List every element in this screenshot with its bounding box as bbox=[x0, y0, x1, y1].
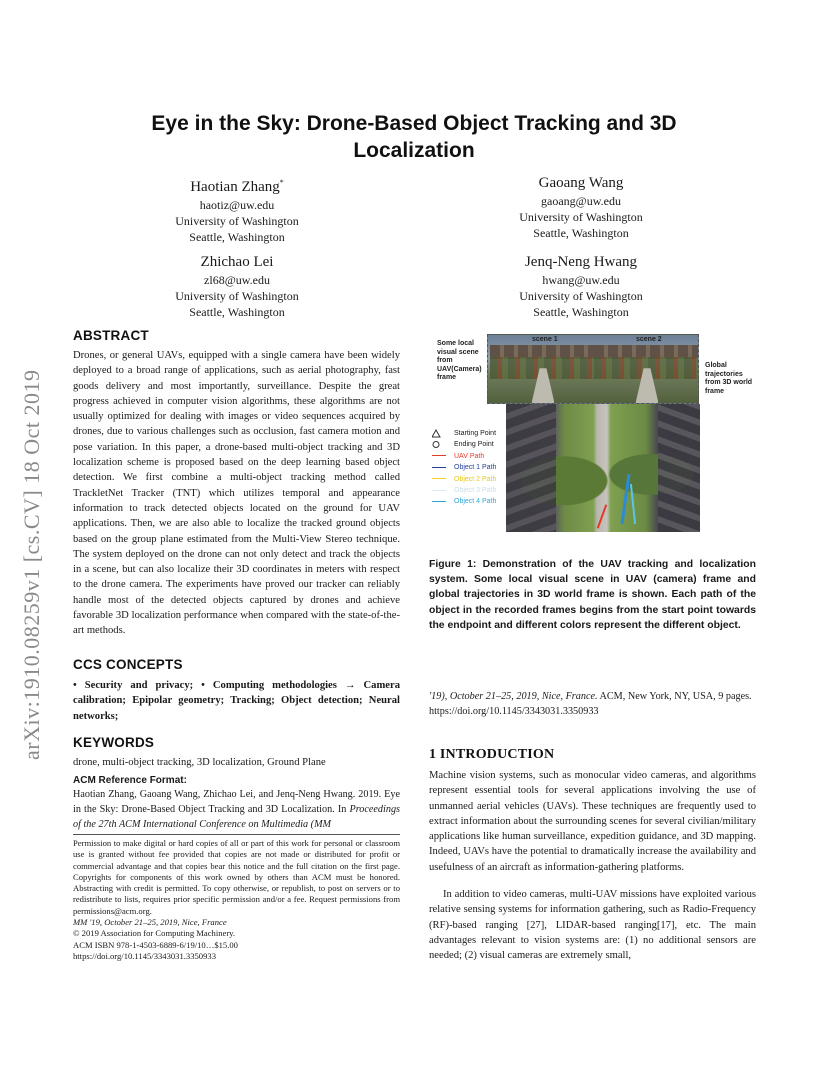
author-affiliation: University of Washington bbox=[519, 210, 643, 224]
acm-ref-label: ACM Reference Format: bbox=[73, 775, 187, 786]
permission-isbn: ACM ISBN 978-1-4503-6889-6/19/10…$15.00 bbox=[73, 939, 238, 950]
scene2-image bbox=[594, 345, 698, 403]
author-block-1 bbox=[112, 173, 362, 245]
permission-conf: MM '19, October 21–25, 2019, Nice, France bbox=[73, 917, 227, 928]
scene1-label: scene 1 bbox=[532, 336, 558, 343]
author-name: Haotian Zhang* bbox=[190, 178, 284, 195]
author-email: hwang@uw.edu bbox=[542, 273, 620, 287]
permission-notice bbox=[73, 838, 400, 962]
figure-caption: Figure 1: Demonstration of the UAV tracking and localization system. Some local visual scene in UAV (camera) frame and global trajectories in 3D world frame is shown. Each path of the object in the recorded frames begins from the start point towards the endpoint and different colors represent the different object. bbox=[429, 559, 756, 631]
author-email: haotiz@uw.edu bbox=[199, 198, 275, 212]
paper-title: Eye in the Sky: Drone-Based Object Tracking and 3D Localization bbox=[151, 112, 677, 162]
ccs-heading: CCS CONCEPTS bbox=[73, 657, 183, 672]
author-location: Seattle, Washington bbox=[189, 230, 285, 244]
legend-item-object2: Object 2 Path bbox=[432, 474, 512, 485]
acm-ref-venue: Proceedings of the 27th ACM International Conference on Multimedia (MM bbox=[73, 803, 401, 830]
author-email: zl68@uw.edu bbox=[204, 273, 270, 287]
figure-legend bbox=[432, 428, 512, 508]
intro-heading: 1 INTRODUCTION bbox=[429, 747, 555, 762]
intro-paragraph-1: Machine vision systems, such as monocular video cameras, and algorithms represent essential tools for several applications involving the use of unmanned aerial vehicles (UAVs). These techniques are frequently used to extract information about the surrounding scenes for several civilian/military applications like human surveillance, expedition guidance, and 3D mapping. Indeed, UAVs have the potential to dramatically increase the availability and usefulness of an aircraft as information-gathering platforms. bbox=[429, 770, 756, 873]
figure-local-scenes bbox=[487, 334, 699, 404]
permission-copyright: © 2019 Association for Computing Machinery. bbox=[73, 928, 236, 939]
intro-paragraph-2: In addition to video cameras, multi-UAV missions have exploited various relative sensing systems for information gathering, such as Radio-Frequency (RF)-based ranging [27], LIDAR-based ranging[17], etc. The main advantages relevant to vision systems are: (1) no additional sensors are needed; (2) visual cameras are extremely small, bbox=[429, 889, 756, 962]
acm-ref-continued-italic: '19), October 21–25, 2019, Nice, France. bbox=[429, 691, 598, 702]
author-location: Seattle, Washington bbox=[533, 305, 629, 319]
arxiv-id-text: arXiv:1910.08259v1 [cs.CV] 18 Oct 2019 bbox=[19, 369, 44, 760]
legend-item-start: Starting Point bbox=[432, 428, 512, 439]
permission-doi: https://doi.org/10.1145/3343031.3350933 bbox=[73, 950, 216, 961]
acm-ref-continued bbox=[429, 689, 756, 719]
aerial-trajectory-image bbox=[506, 404, 700, 532]
author-affiliation: University of Washington bbox=[519, 289, 643, 303]
author-block-4 bbox=[456, 252, 706, 320]
ccs-body: • Security and privacy; • Computing methodologies → Camera calibration; Epipolar geometry; Tracking; Object detection; Neural networks; bbox=[73, 680, 400, 722]
figure-left-label: Some local visual scene from UAV(Camera) frame bbox=[437, 340, 482, 381]
scene2-label: scene 2 bbox=[636, 336, 662, 343]
acm-ref-continued-rest: ACM, New York, NY, USA, 9 pages. bbox=[597, 691, 752, 702]
author-affiliation: University of Washington bbox=[175, 214, 299, 228]
legend-item-end: Ending Point bbox=[432, 439, 512, 450]
abstract-heading: ABSTRACT bbox=[73, 328, 149, 343]
author-block-3 bbox=[112, 252, 362, 320]
permission-text: Permission to make digital or hard copies of all or part of this work for personal or classroom use is granted without fee provided that copies are not made or distributed for profit or commercial advantage and that copies bear this notice and the full citation on the first page. Copyrights for components of this work owned by others than ACM must be honored. Abstracting with credit is permitted. To copy otherwise, or republish, to post on servers or to redistribute to lists, requires prior specific permission and/or a fee. Request permissions from permissions@acm.org. bbox=[73, 838, 400, 916]
keywords-body: drone, multi-object tracking, 3D localization, Ground Plane bbox=[73, 757, 326, 768]
author-block-2 bbox=[456, 173, 706, 241]
acm-ref-body bbox=[73, 788, 400, 832]
footnote-rule bbox=[73, 834, 400, 835]
circle-icon bbox=[432, 440, 446, 449]
author-name: Gaoang Wang bbox=[538, 175, 624, 191]
abstract-body: Drones, or general UAVs, equipped with a single camera have been widely deployed to a broad range of applications, such as aerial photography, fast goods delivery and most importantly, surveillance. Despite the great progress achieved in computer vision algorithms, these algorithms are not usually optimized for dealing with images or video sequences acquired by drones, due to various challenges such as occlusion, fast camera motion and pose variation. In this paper, a drone-based multi-object tracking and 3D localization scheme is proposed based on the deep learning based object detection. We first combine a multi-object tracking method called TrackletNet Tracker (TNT) which utilizes temporal and appearance information to track detected objects located on the ground for UAV applications. Then, we are also able to localize the tracked ground objects based on the group plane estimated from the Multi-View Stereo technique. The system deployed on the drone can not only detect and track the objects in a scene, but can also localize their 3D coordinates in meters with respect to the drone camera. The experiments have proved our tracker can reliably handle most of the detected objects captured by drones and achieve favorable 3D localization performance when compared with the state-of-the-art methods. bbox=[73, 350, 400, 637]
author-name: Zhichao Lei bbox=[200, 254, 274, 270]
author-location: Seattle, Washington bbox=[189, 305, 285, 319]
acm-ref-continued-doi: https://doi.org/10.1145/3343031.3350933 bbox=[429, 706, 599, 717]
author-email: gaoang@uw.edu bbox=[541, 194, 621, 208]
author-name: Jenq-Neng Hwang bbox=[524, 254, 638, 270]
acm-ref-text: Haotian Zhang, Gaoang Wang, Zhichao Lei, and Jenq-Neng Hwang. 2019. Eye in the Sky: Drone-Based Object Tracking and 3D Localization. In bbox=[73, 789, 400, 815]
legend-item-object4: Object 4 Path bbox=[432, 496, 512, 507]
scene1-image bbox=[490, 345, 594, 403]
figure-right-label: Global trajectories from 3D world frame bbox=[705, 362, 753, 395]
legend-item-uav: UAV Path bbox=[432, 451, 512, 462]
author-location: Seattle, Washington bbox=[533, 226, 629, 240]
legend-item-object1: Object 1 Path bbox=[432, 462, 512, 473]
keywords-heading: KEYWORDS bbox=[73, 735, 155, 750]
legend-item-object3: Object 3 Path bbox=[432, 485, 512, 496]
author-affiliation: University of Washington bbox=[175, 289, 299, 303]
triangle-icon bbox=[432, 429, 446, 438]
